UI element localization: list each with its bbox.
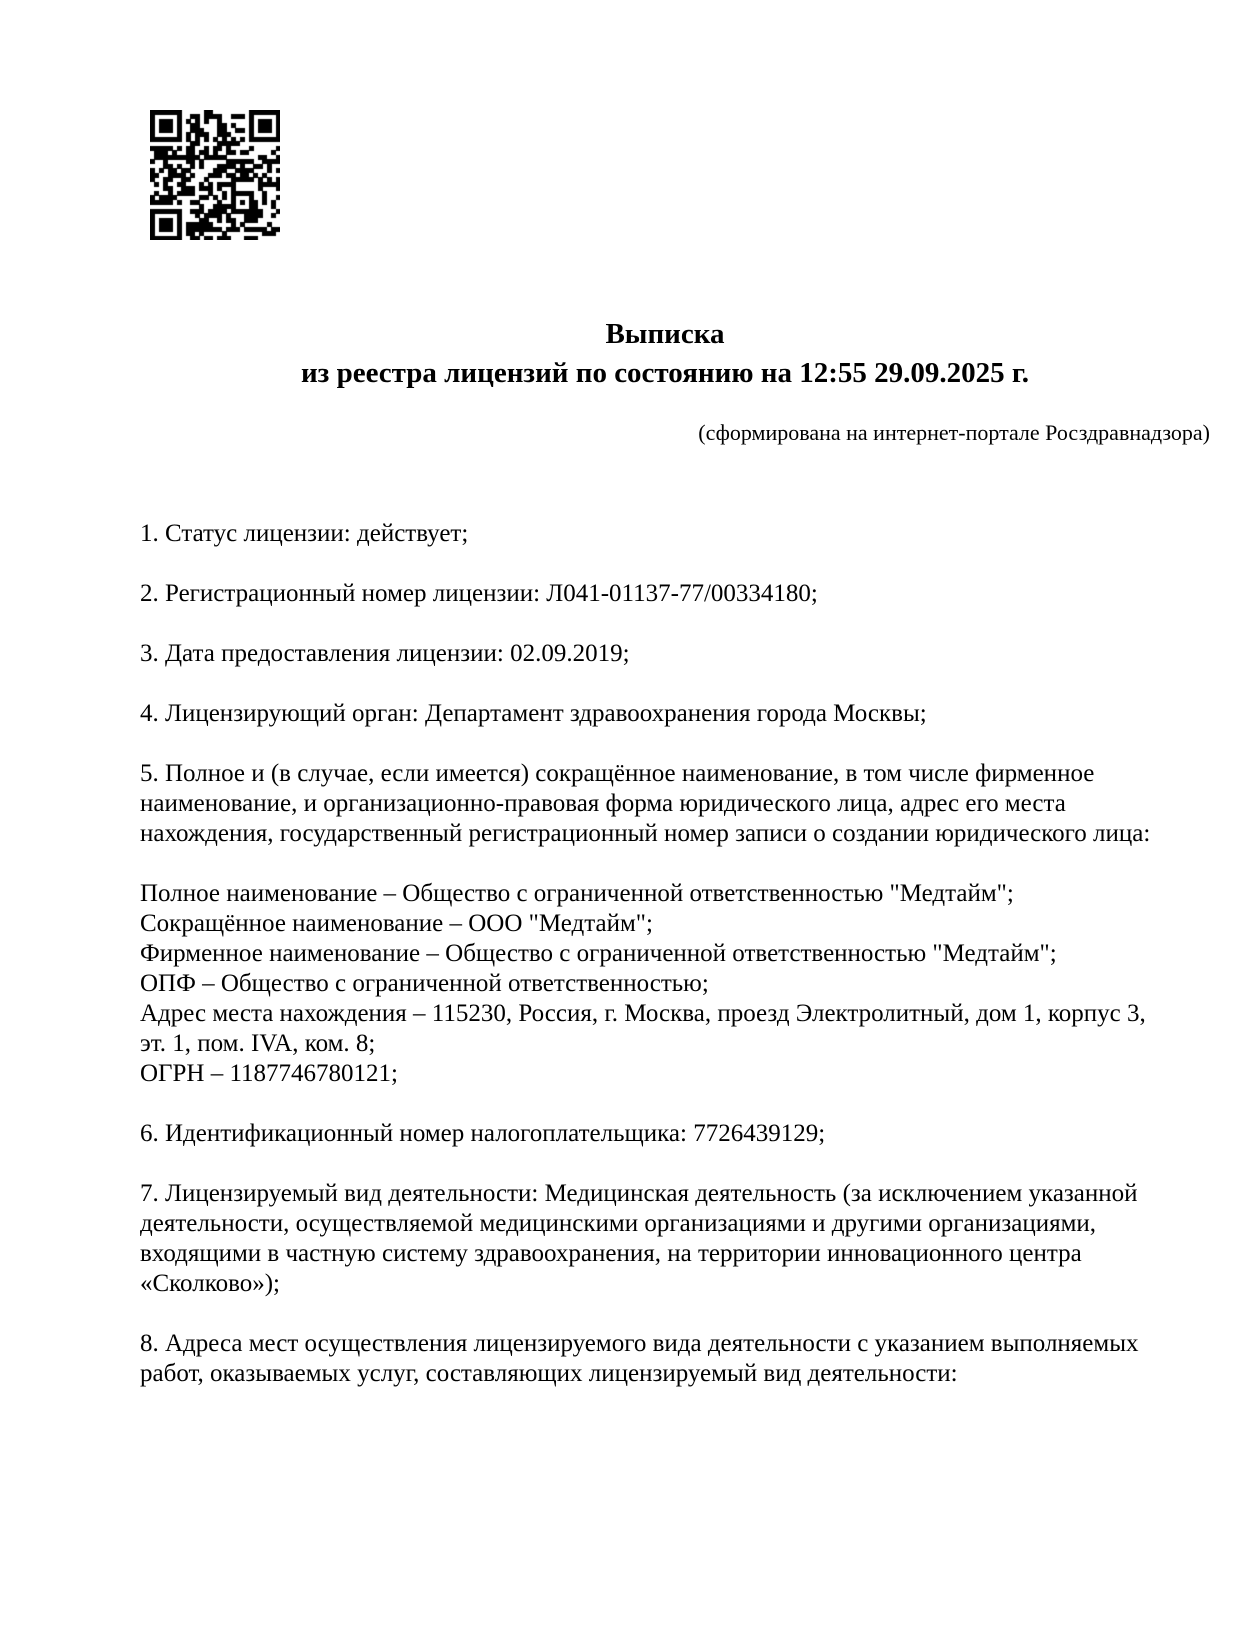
paragraph [140, 759, 1190, 849]
paragraph [140, 519, 1190, 549]
text-line: 8. Адреса мест осуществления лицензируемого вида деятельности с указанием выполняемых [140, 1330, 1139, 1357]
text-line: Адрес места нахождения – 115230, Россия, г. Москва, проезд Электролитный, дом 1, корпус 3, [140, 1000, 1146, 1027]
text-line: входящими в частную систему здравоохранения, на территории инновационного центра [140, 1240, 1082, 1267]
generation-note: (сформирована на интернет-портале Росздравнадзора) [698, 420, 1210, 445]
qr-code-image [150, 110, 280, 240]
text-line: 1. Статус лицензии: действует; [140, 520, 469, 547]
document-title-line2: из реестра лицензий по состоянию на 12:55 29.09.2025 г. [300, 357, 1030, 389]
text-line: Сокращённое наименование – ООО "Медтайм"; [140, 910, 653, 937]
text-line: 3. Дата предоставления лицензии: 02.09.2019; [140, 640, 630, 667]
text-line: эт. 1, пом. IVA, ком. 8; [140, 1030, 376, 1057]
paragraph [140, 1179, 1190, 1299]
document-title-line1: Выписка [605, 318, 725, 350]
text-line: работ, оказываемых услуг, составляющих лицензируемый вид деятельности: [140, 1360, 958, 1387]
text-line: 5. Полное и (в случае, если имеется) сокращённое наименование, в том числе фирменное [140, 760, 1095, 787]
document-body [140, 519, 1190, 1389]
text-line: 6. Идентификационный номер налогоплательщика: 7726439129; [140, 1120, 826, 1147]
document-title [140, 315, 1190, 393]
paragraph [140, 1329, 1190, 1389]
text-line: 2. Регистрационный номер лицензии: Л041-01137-77/00334180; [140, 580, 818, 607]
text-line: нахождения, государственный регистрационный номер записи о создании юридического лица: [140, 820, 1151, 847]
paragraph [140, 699, 1190, 729]
text-line: Фирменное наименование – Общество с ограниченной ответственностью "Медтайм"; [140, 940, 1057, 967]
text-line: Полное наименование – Общество с ограниченной ответственностью "Медтайм"; [140, 880, 1014, 907]
text-line: ОГРН – 1187746780121; [140, 1060, 398, 1087]
paragraph [140, 1119, 1190, 1149]
text-line: деятельности, осуществляемой медицинскими организациями и другими организациями, [140, 1210, 1097, 1237]
paragraph [140, 879, 1190, 1089]
text-line: 7. Лицензируемый вид деятельности: Медицинская деятельность (за исключением указанной [140, 1180, 1138, 1207]
text-line: «Сколково»); [140, 1270, 280, 1297]
text-line: наименование, и организационно-правовая форма юридического лица, адрес его места [140, 790, 1066, 817]
text-line: ОПФ – Общество с ограниченной ответственностью; [140, 970, 709, 997]
paragraph [140, 579, 1190, 609]
text-line: 4. Лицензирующий орган: Департамент здравоохранения города Москвы; [140, 700, 927, 727]
paragraph [140, 639, 1190, 669]
